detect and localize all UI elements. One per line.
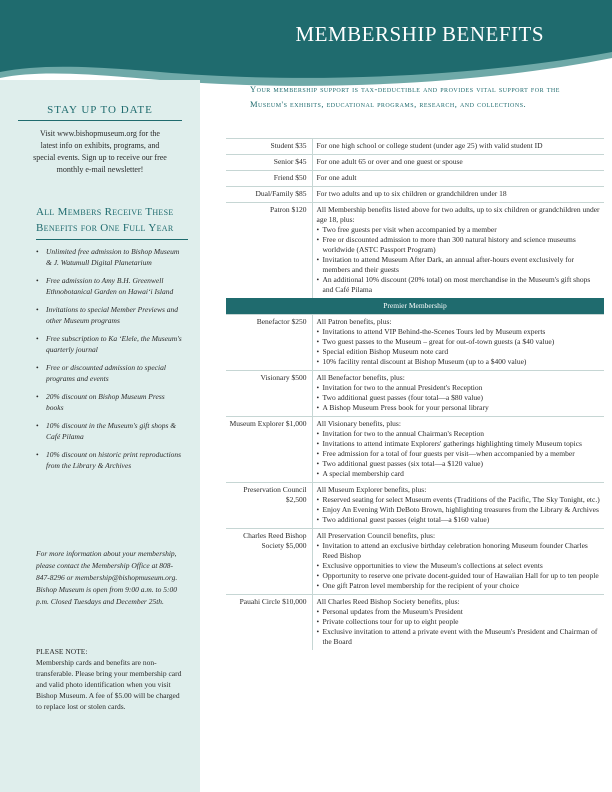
level-benefits — [312, 595, 604, 651]
level-bullet: • Opportunity to reserve one private docent-guided tour of Hawaiian Hall for up to ten people — [317, 571, 602, 581]
benefit-item: • 20% discount on Bishop Museum Press books — [36, 391, 182, 413]
level-bullet: • Two additional guest passes (four total—a $80 value) — [317, 393, 602, 403]
divider — [36, 239, 188, 240]
level-bullet: • Invitations to attend intimate Explorers' gatherings highlighting timely Museum topics — [317, 439, 602, 449]
benefit-item: • 10% discount in the Museum's gift shops & Café Pilama — [36, 420, 182, 442]
please-note-text: Membership cards and benefits are non-transferable. Please bring your membership card and valid photo identification when you visit Bishop Museum. A fee of $5.00 will be charged to replace lost or stolen cards. — [36, 658, 182, 711]
level-bullet: • A special membership card — [317, 469, 602, 479]
level-bullet: • Invitation for two to the annual Chairman's Reception — [317, 429, 602, 439]
level-description: All Museum Explorer benefits, plus: — [316, 485, 427, 494]
level-description: All Benefactor benefits, plus: — [316, 373, 405, 382]
membership-level-row — [226, 371, 604, 417]
benefit-item: • Free subscription to Ka ‘Elele, the Museum's quarterly journal — [36, 333, 182, 355]
level-bullet-list — [317, 383, 602, 413]
level-bullet: • Invitation to attend an exclusive birthday celebration honoring Museum founder Charles Reed Bishop — [317, 541, 602, 561]
level-bullet-list — [317, 607, 602, 647]
please-note-heading: PLEASE NOTE: — [36, 647, 88, 656]
level-bullet: • Special edition Bishop Museum note card — [317, 347, 602, 357]
level-bullet-list — [317, 429, 602, 479]
level-description: All Preservation Council benefits, plus: — [316, 531, 436, 540]
membership-level-row — [226, 139, 604, 155]
level-benefits — [312, 315, 604, 371]
level-name: Charles Reed Bishop Society $5,000 — [226, 529, 312, 595]
level-benefits — [312, 155, 604, 171]
page-title: MEMBERSHIP BENEFITS — [295, 22, 544, 46]
level-description: All Visionary benefits, plus: — [316, 419, 401, 428]
stay-up-to-date-text: Visit www.bishopmuseum.org for the latest info on exhibits, programs, and special events. Sign up to receive our free monthly e-mail newsletter! — [33, 129, 167, 174]
level-name: Benefactor $250 — [226, 315, 312, 371]
benefit-item: • Invitations to special Member Previews and other Museum programs — [36, 304, 182, 326]
level-benefits — [312, 483, 604, 529]
membership-level-row — [226, 483, 604, 529]
level-bullet: • Free admission for a total of four guests per visit—when accompanied by a member — [317, 449, 602, 459]
level-bullet-list — [317, 327, 602, 367]
level-description: For one adult 65 or over and one guest or spouse — [316, 157, 463, 166]
intro-text: Your membership support is tax-deductible and provides vital support for the Museum's exhibits, educational programs, research, and collections. — [250, 84, 560, 109]
membership-level-row — [226, 203, 604, 299]
level-bullet: • Enjoy An Evening With DeBoto Brown, highlighting treasures from the Library & Archives — [317, 505, 602, 515]
membership-level-row — [226, 315, 604, 371]
level-bullet: • One gift Patron level membership for the recipient of your choice — [317, 581, 602, 591]
membership-level-row — [226, 417, 604, 483]
level-name: Preservation Council $2,500 — [226, 483, 312, 529]
level-benefits — [312, 529, 604, 595]
level-bullet: • An additional 10% discount (20% total) on most merchandise in the Museum's gift shops and Café Pilama — [317, 275, 602, 295]
level-bullet: • Free or discounted admission to more than 300 natural history and science museums worldwide (ASTC Passport Program) — [317, 235, 602, 255]
level-bullet: • Invitation to attend Museum After Dark, an annual after-hours event exclusively for members and their guests — [317, 255, 602, 275]
level-bullet: • Exclusive invitation to attend a private event with the Museum's President and Chairman of the Board — [317, 627, 602, 647]
level-bullet: • 10% facility rental discount at Bishop Museum (up to a $400 value) — [317, 357, 602, 367]
more-info-text: For more information about your membership, please contact the Membership Office at 808-847-8296 or membership@bishopmuseum.org. Bishop Museum is open from 9:00 a.m. to 5:00 p.m. Closed Tuesdays and December 25th. — [36, 549, 178, 606]
level-bullet-list — [317, 225, 602, 295]
please-note — [0, 646, 200, 712]
level-description: For two adults and up to six children or grandchildren under 18 — [316, 189, 507, 198]
level-benefits — [312, 171, 604, 187]
level-name: Dual/Family $85 — [226, 187, 312, 203]
level-bullet: • A Bishop Museum Press book for your personal library — [317, 403, 602, 413]
level-description: For one adult — [316, 173, 357, 182]
premier-heading: Premier Membership — [226, 298, 604, 315]
level-name: Visionary $500 — [226, 371, 312, 417]
benefit-item: • Free or discounted admission to special programs and events — [36, 362, 182, 384]
level-name: Friend $50 — [226, 171, 312, 187]
level-description: All Patron benefits, plus: — [316, 317, 392, 326]
level-description: All Membership benefits listed above for two adults, up to six children or grandchildren under age 18, plus: — [316, 205, 600, 224]
benefit-item: • Free admission to Amy B.H. Greenwell Ethnobotanical Garden on Hawai‘i Island — [36, 275, 182, 297]
level-bullet: • Private collections tour for up to eight people — [317, 617, 602, 627]
membership-level-row — [226, 171, 604, 187]
level-bullet: • Two guest passes to the Museum – great for out-of-town guests (a $40 value) — [317, 337, 602, 347]
level-bullet: • Reserved seating for select Museum events (Traditions of the Pacific, The Sky Tonight, etc.) — [317, 495, 602, 505]
stay-up-to-date-heading — [0, 104, 200, 121]
level-bullet: • Invitations to attend VIP Behind-the-Scenes Tours led by Museum experts — [317, 327, 602, 337]
level-bullet-list — [317, 541, 602, 591]
level-benefits — [312, 417, 604, 483]
level-name: Patron $120 — [226, 203, 312, 299]
premier-membership-header — [226, 298, 604, 315]
level-bullet: • Invitation for two to the annual President's Reception — [317, 383, 602, 393]
level-bullet: • Two additional guest passes (six total—a $120 value) — [317, 459, 602, 469]
membership-level-row — [226, 595, 604, 651]
level-bullet-list — [317, 495, 602, 525]
level-bullet: • Two free guests per visit when accompanied by a member — [317, 225, 602, 235]
membership-level-row — [226, 155, 604, 171]
level-name: Pauahi Circle $10,000 — [226, 595, 312, 651]
membership-levels-table — [226, 138, 604, 650]
member-benefit-list — [0, 246, 200, 478]
membership-level-row — [226, 529, 604, 595]
divider — [18, 120, 182, 121]
all-members-heading-text: All Members Receive These Benefits for One Full Year — [36, 206, 174, 234]
benefit-item: • 10% discount on historic print reproductions from the Library & Archives — [36, 449, 182, 471]
level-bullet: • Two additional guest passes (eight total—a $160 value) — [317, 515, 602, 525]
level-benefits — [312, 187, 604, 203]
level-benefits — [312, 203, 604, 299]
level-name: Museum Explorer $1,000 — [226, 417, 312, 483]
level-name: Senior $45 — [226, 155, 312, 171]
level-description: For one high school or college student (under age 25) with valid student ID — [316, 141, 543, 150]
level-benefits — [312, 371, 604, 417]
membership-level-row — [226, 187, 604, 203]
benefit-item: • Unlimited free admission to Bishop Museum & J. Watumull Digital Planetarium — [36, 246, 182, 268]
stay-heading-text: STAY UP TO DATE — [47, 104, 153, 116]
level-benefits — [312, 139, 604, 155]
level-description: All Charles Reed Bishop Society benefits, plus: — [316, 597, 460, 606]
all-members-heading — [0, 204, 200, 240]
level-bullet: • Personal updates from the Museum's President — [317, 607, 602, 617]
level-name: Student $35 — [226, 139, 312, 155]
level-bullet: • Exclusive opportunities to view the Museum's collections at select events — [317, 561, 602, 571]
